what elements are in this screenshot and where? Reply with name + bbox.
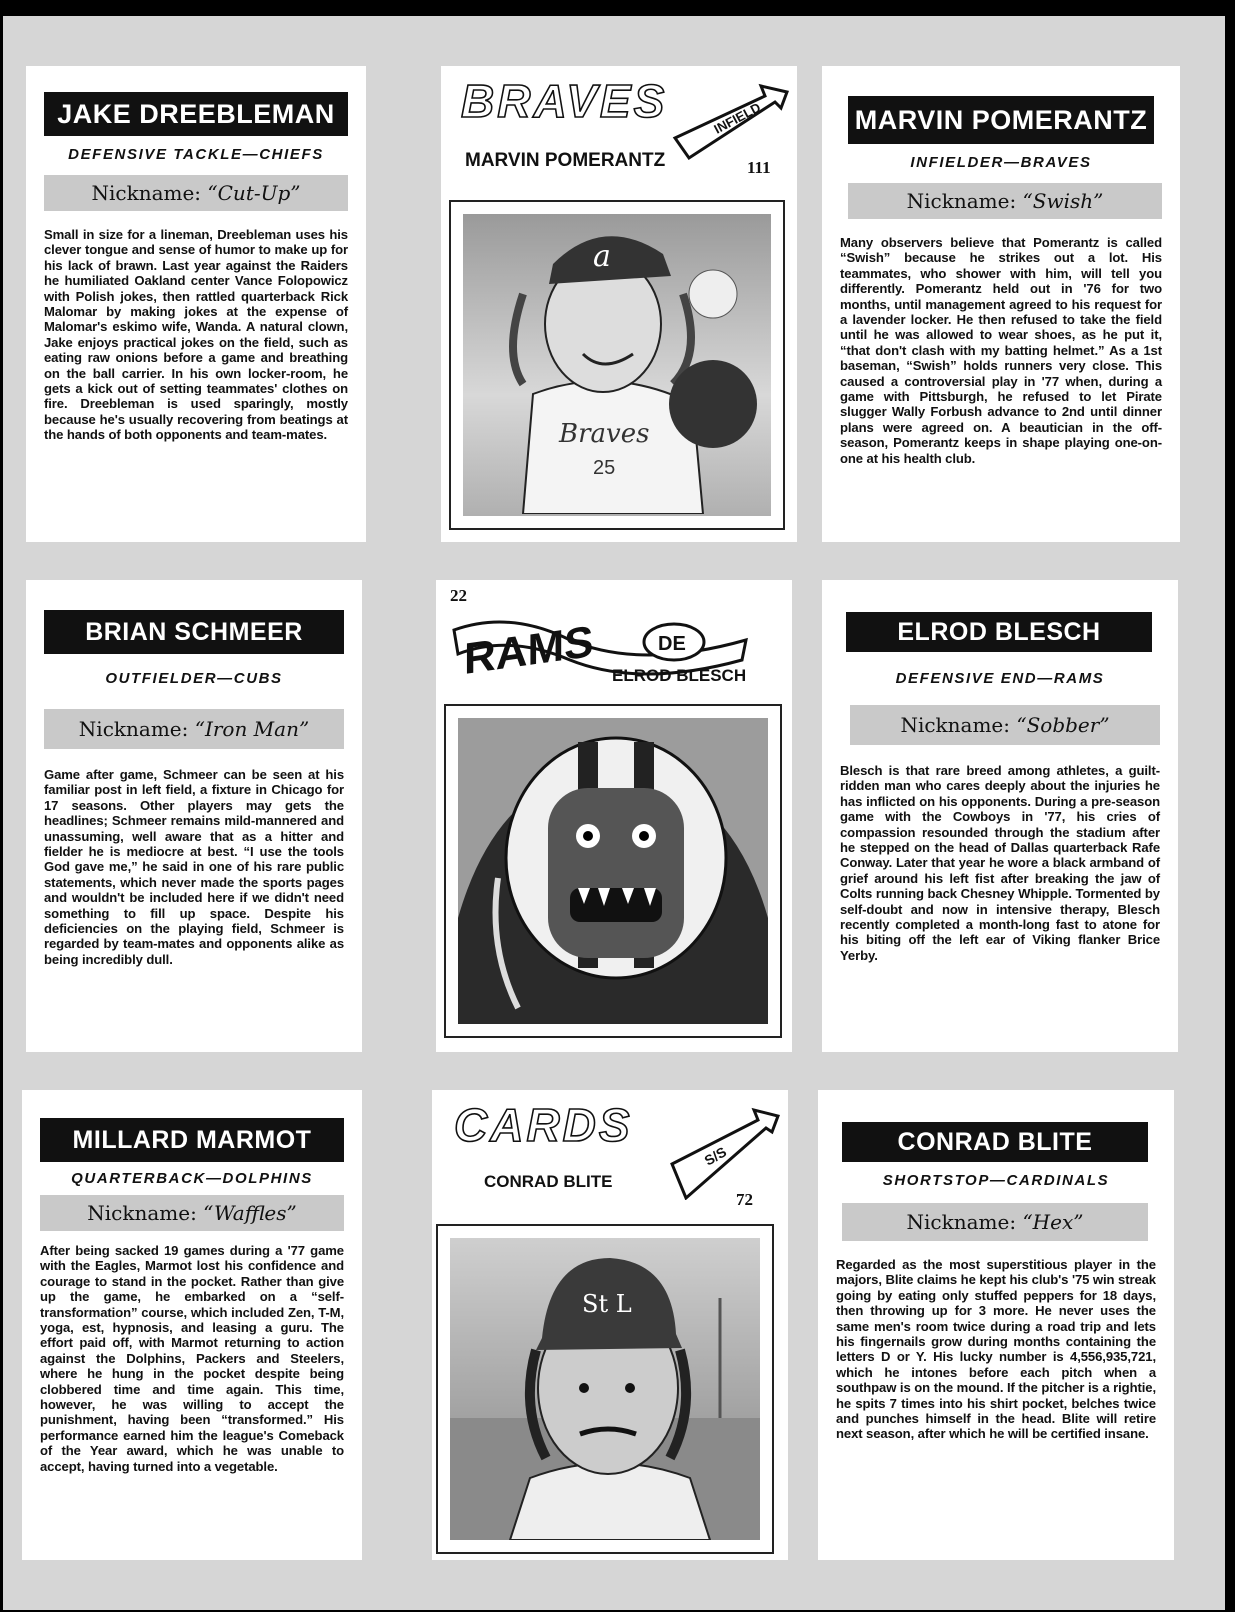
player-position: QUARTERBACK—DOLPHINS (71, 1170, 313, 1187)
text-card-marvin-pomerantz (822, 66, 1180, 542)
nickname-value: “Cut-Up” (207, 181, 301, 205)
nickname-label: Nickname: (91, 181, 202, 205)
team-name: BRAVES (461, 75, 668, 127)
pennant-label: INFIELD (711, 99, 764, 137)
nickname-label: Nickname: (87, 1201, 197, 1225)
team-name: RAMS (464, 617, 594, 684)
trading-card-rams (436, 580, 792, 1052)
player-position: DEFENSIVE TACKLE—CHIEFS (68, 146, 324, 163)
text-card-conrad-blite (818, 1090, 1174, 1560)
cap-letter: a (593, 239, 611, 274)
player-position: SHORTSTOP—CARDINALS (882, 1172, 1110, 1189)
card-photo-frame (436, 1224, 774, 1554)
card-photo-frame (449, 200, 785, 530)
jersey-number: 25 (593, 457, 616, 479)
nickname-label: Nickname: (78, 717, 189, 741)
nickname-box (850, 705, 1160, 745)
player-position: INFIELDER—BRAVES (910, 154, 1092, 171)
player-bio: Blesch is that rare breed among athletes, a guilt-ridden man who cares deeply about the injuries he has inflicted on his opponents. During a pre-season game with the Cowboys in '77, his cries of compassion resounded through the stadium after he stepped on the head of Dallas quarterback Rafe Conway. Later that year he wore a black armband of grief around his left fist after breaking the jaw of Colts running back Chesney Whipple. Tormented by self-doubt and now in intensive therapy, Blesch recently completed a month-long fast to atone for his biting off the left ear of Viking flanker Brice Yerby. (840, 763, 1160, 963)
player-bio: After being sacked 19 games during a '77 game with the Eagles, Marmot lost his confidence and courage to stand in the pocket. Rather than give up the game, he embarked on a “self-transformation” course, which included Zen, T-M, yoga, est, hypnosis, and leasing a guru. The effort paid off, with Marmot returning to action against the Dolphins, Packers and Steelers, where he hung in the pocket despite being clobbered time and time again. This time, however, he was willing to accept the punishment, having been “transformed.” His performance earned him the league's Comeback of the Year award, which he was unable to accept, having turned into a vegetable. (40, 1243, 344, 1474)
braves-caricature-illustration (463, 214, 769, 514)
rams-caricature-illustration (458, 718, 768, 1024)
jersey-script: Braves (559, 419, 650, 449)
player-bio: Regarded as the most superstitious player in the majors, Blite claims he kept his club's '75 win streak going by eating only stuffed peppers for 18 days, then throwing up for 3 more. He never uses the same men's room twice during a road trip and lets his fingernails grow during months containing the letters D or Y. His lucky number is 4,556,935,721, which he intones before each pitch when a southpaw is on the mound. If the pitcher is a rightie, he spits 7 times into his shirt pocket, belches twice and punches himself in the head. Blite will retire next season, after which he will be certified insane. (836, 1257, 1156, 1442)
pennant-label: S/S (701, 1143, 730, 1169)
text-card-millard-marmot (22, 1090, 362, 1560)
card-player-name: MARVIN POMERANTZ (465, 150, 666, 171)
card-player-name: CONRAD BLITE (484, 1172, 613, 1191)
player-bio: Game after game, Schmeer can be seen at his familiar post in left field, a fixture in Chicago for 17 seasons. Other players may gets the headlines; Schmeer remains mild-mannered and unassuming, well aware that as a hitter and fielder he is mediocre at best. “I use the tools God gave me,” he said in one of his rare public statements, which never made the sports pages and wouldn't be included here if we didn't need something to fill up space. Despite his deficiencies on the playing field, Schmeer is regarded by team-mates and opponents alike as being incredibly dull. (44, 767, 344, 967)
team-name: CARDS (454, 1099, 633, 1151)
nickname-label: Nickname: (900, 713, 1010, 737)
card-player-name: ELROD BLESCH (612, 666, 747, 685)
player-position: DEFENSIVE END—RAMS (895, 670, 1105, 687)
nickname-label: Nickname: (906, 1210, 1017, 1234)
player-name: MILLARD MARMOT (40, 1118, 344, 1162)
text-card-elrod-blesch (822, 580, 1178, 1052)
infield-pennant (669, 78, 793, 168)
nickname-box (44, 175, 348, 211)
nickname-box (842, 1203, 1148, 1241)
player-name: JAKE DREEBLEMAN (44, 92, 348, 136)
card-portrait (458, 718, 768, 1024)
text-card-brian-schmeer (26, 580, 362, 1052)
nickname-value: “Hex” (1022, 1210, 1084, 1234)
player-bio: Many observers believe that Pomerantz is called “Swish” because he strikes out a lot. His teammates, who shower with him, will tell you differently. Pomerantz held out in '76 for two months, until management agreed to his request for a lavender locker. He then refused to take the field until he was allowed to wear shoes, as he put it, “that don't clash with my batting helmet.” As a 1st baseman, “Swish” holds runners very close. This caused a controversial play in '77 when, during a game with Pittsburgh, he refused to let Pirate slugger Wally Forbush advance to 2nd until dinner plans were agreed on. A beautician in the off-season, Pomerantz keeps in shape playing one-on-one at his health club. (840, 235, 1162, 466)
cards-portrait-illustration (450, 1238, 760, 1540)
trading-card-cards (432, 1090, 788, 1560)
cap-letter: St L (582, 1290, 632, 1318)
card-number: 22 (450, 586, 467, 605)
player-name: CONRAD BLITE (842, 1122, 1148, 1162)
card-portrait (463, 214, 771, 516)
card-number: 72 (736, 1190, 753, 1209)
trading-card-braves (441, 66, 797, 542)
card-number: 111 (747, 158, 771, 177)
nickname-value: “Swish” (1022, 189, 1104, 213)
nickname-label: Nickname: (906, 189, 1017, 213)
nickname-box (848, 183, 1162, 219)
player-position: OUTFIELDER—CUBS (105, 670, 283, 687)
nickname-value: “Iron Man” (194, 717, 310, 741)
pennant-label: DE (658, 633, 686, 655)
nickname-value: “Sobber” (1016, 713, 1110, 737)
player-bio: Small in size for a lineman, Dreebleman uses his clever tongue and sense of humor to make up for his lack of brawn. Last year against the Raiders he humiliated Oakland center Vance Folopowicz with Polish jokes, then rattled quarterback Rick Malomar by making jokes at the expense of Malomar's eskimo wife, Wanda. A natural clown, Jake enjoys practical jokes on the field, such as eating raw onions before a game and breathing on the ball carrier. In his own locker-room, he gets a kick out of setting teammates' clothes on fire. Dreebleman is used sparingly, mostly because he's usually recovering from beatings at the hands of both opponents and team-mates. (44, 227, 348, 443)
nickname-box (40, 1195, 344, 1231)
player-name: ELROD BLESCH (846, 612, 1152, 652)
card-photo-frame (444, 704, 782, 1038)
nickname-value: “Waffles” (203, 1201, 297, 1225)
nickname-box (44, 709, 344, 749)
player-name: BRIAN SCHMEER (44, 610, 344, 654)
player-name: MARVIN POMERANTZ (848, 96, 1154, 144)
ss-pennant (668, 1104, 782, 1200)
card-portrait (450, 1238, 760, 1540)
text-card-jake-dreebleman (26, 66, 366, 542)
